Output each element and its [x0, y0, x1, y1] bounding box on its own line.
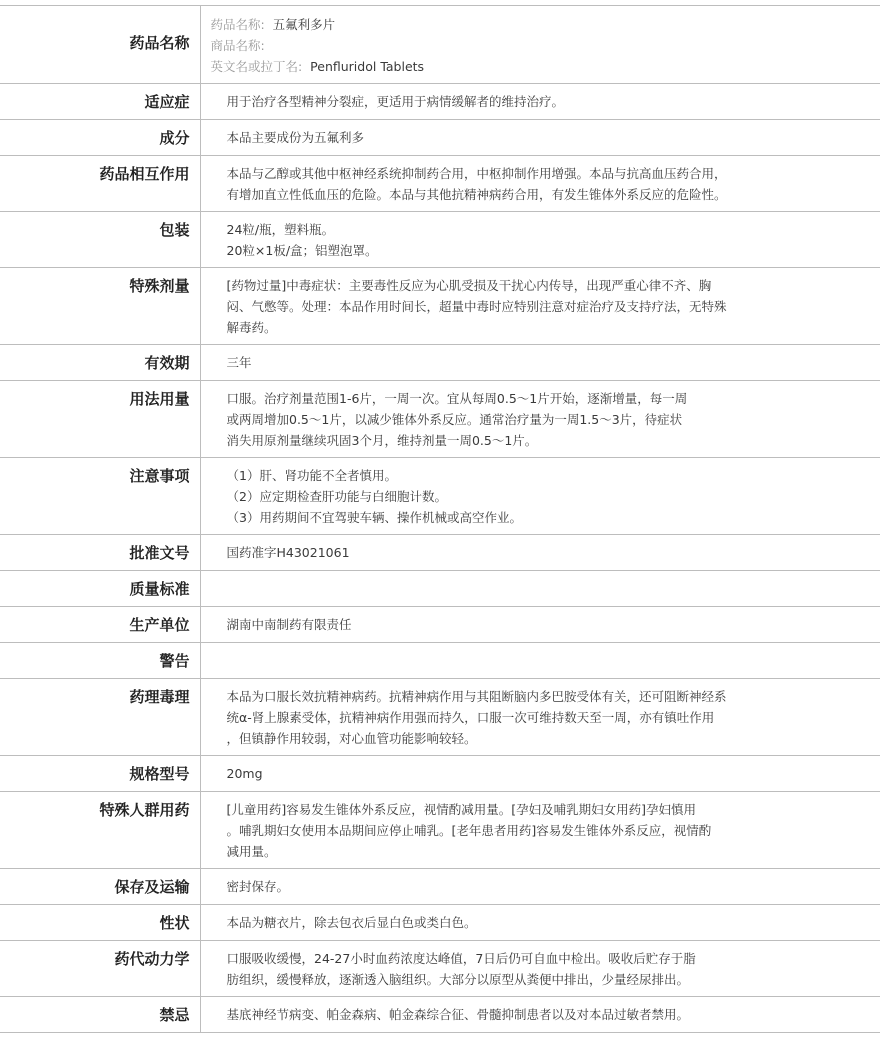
- value-line: 解毒药。: [226, 320, 277, 335]
- row-value: [200, 535, 880, 571]
- value-line: （2）应定期检查肝功能与白细胞计数。: [226, 489, 447, 504]
- info-row: [0, 869, 880, 905]
- info-row: [0, 212, 880, 268]
- info-row: [0, 156, 880, 212]
- row-value: [200, 156, 880, 212]
- value-line: 口服。治疗剂量范围1-6片，一周一次。宜从每周0.5～1片开始，逐渐增量，每一周: [226, 391, 688, 406]
- row-value: [200, 643, 880, 679]
- row-label: 保存及运输: [0, 869, 200, 905]
- row-value: [200, 571, 880, 607]
- row-value: [200, 120, 880, 156]
- drug-info-table: [0, 5, 880, 1033]
- value-line: 闷、气憋等。处理：本品作用时间长，超量中毒时应特别注意对症治疗及支持疗法，无特殊: [226, 299, 727, 314]
- row-label: 性状: [0, 905, 200, 941]
- drug-name-values: [200, 6, 880, 84]
- row-label: 成分: [0, 120, 200, 156]
- value-line: [药物过量]中毒症状：主要毒性反应为心肌受损及干扰心内传导，出现严重心律不齐、胸: [226, 278, 712, 293]
- english-name-line: [211, 56, 880, 77]
- row-value: [200, 997, 880, 1033]
- row-label: 药品相互作用: [0, 156, 200, 212]
- english-name-value: Penfluridol Tablets: [310, 59, 425, 74]
- row-value: [200, 607, 880, 643]
- row-label: 警告: [0, 643, 200, 679]
- value-line: 本品为口服长效抗精神病药。抗精神病作用与其阻断脑内多巴胺受体有关，还可阻断神经系: [226, 689, 727, 704]
- generic-name-value: 五氟利多片: [272, 17, 336, 32]
- value-line: 湖南中南制药有限责任: [226, 617, 352, 632]
- value-line: 口服吸收缓慢，24-27小时血药浓度达峰值，7日后仍可自血中检出。吸收后贮存于脂: [226, 951, 696, 966]
- value-line: 本品主要成份为五氟利多: [226, 130, 365, 145]
- trade-name-line: [211, 35, 880, 56]
- row-value: [200, 381, 880, 458]
- value-line: 密封保存。: [226, 879, 290, 894]
- row-value: [200, 268, 880, 345]
- value-line: 减用量。: [226, 844, 277, 859]
- row-label: 质量标准: [0, 571, 200, 607]
- row-value: [200, 792, 880, 869]
- info-row: [0, 345, 880, 381]
- value-line: 三年: [226, 355, 252, 370]
- row-label: 特殊剂量: [0, 268, 200, 345]
- row-value: [200, 905, 880, 941]
- value-line: 20粒×1板/盒；铝塑泡罩。: [226, 243, 378, 258]
- row-label: 注意事项: [0, 458, 200, 535]
- row-value: [200, 941, 880, 997]
- row-value: [200, 84, 880, 120]
- value-line: 本品为糖衣片，除去包衣后显白色或类白色。: [226, 915, 477, 930]
- row-value: [200, 212, 880, 268]
- row-value: [200, 345, 880, 381]
- row-value: [200, 679, 880, 756]
- generic-name-key: 药品名称:: [210, 17, 265, 32]
- value-line: [儿童用药]容易发生锥体外系反应，视情酌减用量。[孕妇及哺乳期妇女用药]孕妇慎用: [226, 802, 697, 817]
- value-line: （3）用药期间不宜驾驶车辆、操作机械或高空作业。: [226, 510, 522, 525]
- value-line: 。哺乳期妇女使用本品期间应停止哺乳。[老年患者用药]容易发生锥体外系反应，视情酌: [226, 823, 712, 838]
- value-line: 统α-肾上腺素受体，抗精神病作用强而持久，口服一次可维持数天至一周，亦有镇吐作用: [226, 710, 715, 725]
- row-value: [200, 869, 880, 905]
- row-label: 适应症: [0, 84, 200, 120]
- row-label: 药代动力学: [0, 941, 200, 997]
- row-label: 包装: [0, 212, 200, 268]
- value-line: （1）肝、肾功能不全者慎用。: [226, 468, 397, 483]
- info-row: [0, 571, 880, 607]
- info-row: [0, 941, 880, 997]
- info-row: [0, 84, 880, 120]
- row-label: 有效期: [0, 345, 200, 381]
- info-row: [0, 905, 880, 941]
- info-row: [0, 643, 880, 679]
- value-line: 用于治疗各型精神分裂症，更适用于病情缓解者的维持治疗。: [226, 94, 565, 109]
- value-line: 或两周增加0.5～1片，以减少锥体外系反应。通常治疗量为一周1.5～3片，待症状: [226, 412, 683, 427]
- value-line: 本品与乙醇或其他中枢神经系统抑制药合用，中枢抑制作用增强。本品与抗高血压药合用，: [226, 166, 727, 181]
- row-label: 规格型号: [0, 756, 200, 792]
- info-row: [0, 607, 880, 643]
- info-row: [0, 535, 880, 571]
- info-row: [0, 381, 880, 458]
- info-row: [0, 120, 880, 156]
- info-row: [0, 756, 880, 792]
- value-line: 消失用原剂量继续巩固3个月，维持剂量一周0.5～1片。: [226, 433, 538, 448]
- row-label: 禁忌: [0, 997, 200, 1033]
- row-label: 药理毒理: [0, 679, 200, 756]
- value-line: 有增加直立性低血压的危险。本品与其他抗精神病药合用，有发生锥体外系反应的危险性。: [226, 187, 727, 202]
- value-line: ，但镇静作用较弱，对心血管功能影响较轻。: [226, 731, 477, 746]
- info-row: [0, 792, 880, 869]
- row-label: 生产单位: [0, 607, 200, 643]
- english-name-key: 英文名或拉丁名:: [210, 59, 303, 74]
- row-label: 用法用量: [0, 381, 200, 458]
- value-line: 20mg: [226, 766, 263, 781]
- info-row: [0, 679, 880, 756]
- info-row: [0, 458, 880, 535]
- value-line: 肪组织，缓慢释放，逐渐透入脑组织。大部分以原型从粪便中排出，少量经尿排出。: [226, 972, 690, 987]
- info-row: [0, 997, 880, 1033]
- row-label: 药品名称: [0, 6, 200, 84]
- generic-name-line: [211, 14, 880, 35]
- row-value: [200, 458, 880, 535]
- value-line: 24粒/瓶，塑料瓶。: [226, 222, 335, 237]
- value-line: 基底神经节病变、帕金森病、帕金森综合征、骨髓抑制患者以及对本品过敏者禁用。: [226, 1007, 690, 1022]
- row-value: [200, 756, 880, 792]
- drug-name-row: [0, 6, 880, 84]
- row-label: 特殊人群用药: [0, 792, 200, 869]
- value-line: 国药准字H43021061: [226, 545, 350, 560]
- row-label: 批准文号: [0, 535, 200, 571]
- info-row: [0, 268, 880, 345]
- trade-name-key: 商品名称:: [210, 38, 265, 53]
